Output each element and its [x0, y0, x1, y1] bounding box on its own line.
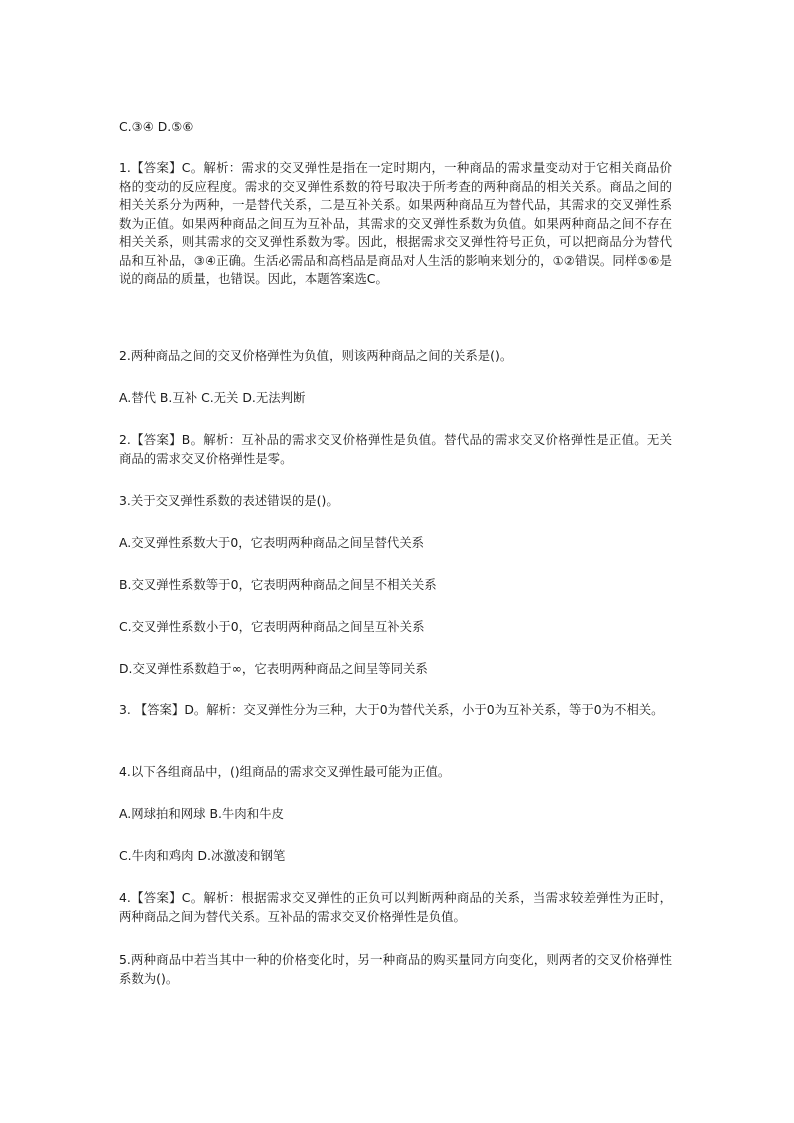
option-3d: D.交叉弹性系数趋于∞，它表明两种商品之间呈等同关系 — [119, 661, 428, 676]
answer-2: 2.【答案】B。解析：互补品的需求交叉价格弹性是负值。替代品的需求交叉价格弹性是正值。无关商品的需求交叉价格弹性是零。 — [119, 432, 672, 466]
options-4cd: C.牛肉和鸡肉 D.冰激凌和钢笔 — [119, 848, 286, 863]
question-2: 2.两种商品之间的交叉价格弹性为负值，则该两种商品之间的关系是()。 — [119, 348, 513, 363]
answer-3: 3. 【答案】D。解析：交叉弹性分为三种，大于0为替代关系，小于0为互补关系，等于0为不相关。 — [119, 702, 664, 717]
option-3b: B.交叉弹性系数等于0，它表明两种商品之间呈不相关关系 — [119, 577, 437, 592]
answer-1: 1.【答案】C。解析：需求的交叉弹性是指在一定时期内，一种商品的需求量变动对于它相关商品价格的变动的反应程度。需求的交叉弹性系数的符号取决于所考查的两种商品的相关关系。商品之间的相关关系分为两种，一是替代关系，二是互补关系。如果两种商品互为替代品，其需求的交叉弹性系数为正值。如果两种商品之间互为互补品，其需求的交叉弹性系数为负值。如果两种商品之间不存在相关关系，则其需求的交叉弹性系数为零。因此，根据需求交叉弹性符号正负，可以把商品分为替代品和互补品，③④正确。生活必需品和高档品是商品对人生活的影响来划分的，①②错误。同样⑤⑥是说的商品的质量，也错误。因此，本题答案选C。 — [119, 160, 672, 286]
question-5: 5.两种商品中若当其中一种的价格变化时，另一种商品的购买量同方向变化，则两者的交叉价格弹性系数为()。 — [119, 952, 672, 986]
options-2: A.替代 B.互补 C.无关 D.无法判断 — [119, 390, 306, 405]
option-line-q1-cd: C.③④ D.⑤⑥ — [119, 119, 194, 134]
options-4ab: A.网球拍和网球 B.牛肉和牛皮 — [119, 806, 284, 821]
question-4: 4.以下各组商品中，()组商品的需求交叉弹性最可能为正值。 — [119, 764, 451, 779]
option-3c: C.交叉弹性系数小于0，它表明两种商品之间呈互补关系 — [119, 619, 425, 634]
question-3: 3.关于交叉弹性系数的表述错误的是()。 — [119, 493, 339, 508]
answer-4: 4.【答案】C。解析：根据需求交叉弹性的正负可以判断两种商品的关系，当需求较差弹性为正时，两种商品之间为替代关系。互补品的需求交叉价格弹性是负值。 — [119, 890, 672, 924]
option-3a: A.交叉弹性系数大于0，它表明两种商品之间呈替代关系 — [119, 535, 425, 550]
